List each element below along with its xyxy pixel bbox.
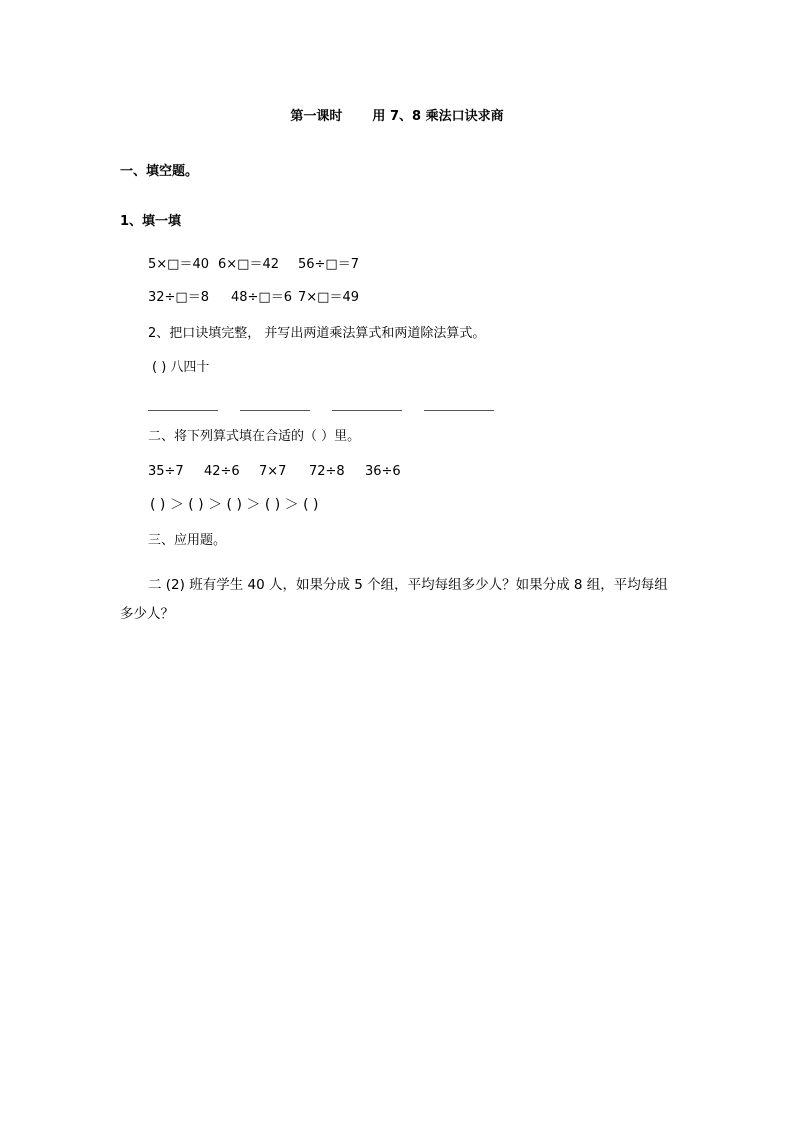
section1-heading: 一、填空题。 bbox=[120, 164, 199, 179]
q2-label: 2、把口诀填完整， 并写出两道乘法算式和两道除法算式。 bbox=[148, 326, 486, 341]
expression: 7×7 bbox=[259, 464, 287, 479]
expression: 35÷7 bbox=[148, 464, 184, 479]
q1-row-1 bbox=[148, 256, 359, 274]
section3-heading: 三、应用题。 bbox=[148, 533, 227, 548]
equation: 48÷□＝6 bbox=[231, 290, 292, 305]
q1-row-2 bbox=[148, 289, 359, 307]
page-title bbox=[0, 108, 794, 126]
equation: 5×□＝40 bbox=[148, 257, 209, 272]
answer-blank[interactable] bbox=[332, 406, 402, 411]
section2-heading: 二、将下列算式填在合适的（ ）里。 bbox=[148, 429, 361, 444]
expression: 36÷6 bbox=[365, 464, 401, 479]
q1-label: 1、填一填 bbox=[120, 214, 182, 229]
equation: 7×□＝49 bbox=[298, 290, 359, 305]
q2-blank-line: ( ) 八四十 bbox=[152, 360, 210, 375]
equation: 32÷□＝8 bbox=[148, 290, 209, 305]
expression: 42÷6 bbox=[204, 464, 240, 479]
answer-lines bbox=[148, 396, 516, 415]
answer-blank[interactable] bbox=[148, 406, 218, 411]
section3-problem: 二 (2) 班有学生 40 人，如果分成 5 个组，平均每组多少人？如果分成 8 组，平均每组多少人？ bbox=[120, 577, 668, 622]
expression: 72÷8 bbox=[309, 464, 345, 479]
lesson-topic: 用 7、8 乘法口诀求商 bbox=[372, 109, 504, 124]
answer-blank[interactable] bbox=[424, 406, 494, 411]
section2-order-line: ( ) ＞ ( ) ＞ ( ) ＞ ( ) ＞ ( ) bbox=[150, 497, 319, 513]
answer-blank[interactable] bbox=[240, 406, 310, 411]
section2-expressions bbox=[148, 463, 401, 481]
equation: 6×□＝42 bbox=[218, 257, 279, 272]
equation: 56÷□＝7 bbox=[298, 257, 359, 272]
lesson-label: 第一课时 bbox=[290, 109, 343, 124]
